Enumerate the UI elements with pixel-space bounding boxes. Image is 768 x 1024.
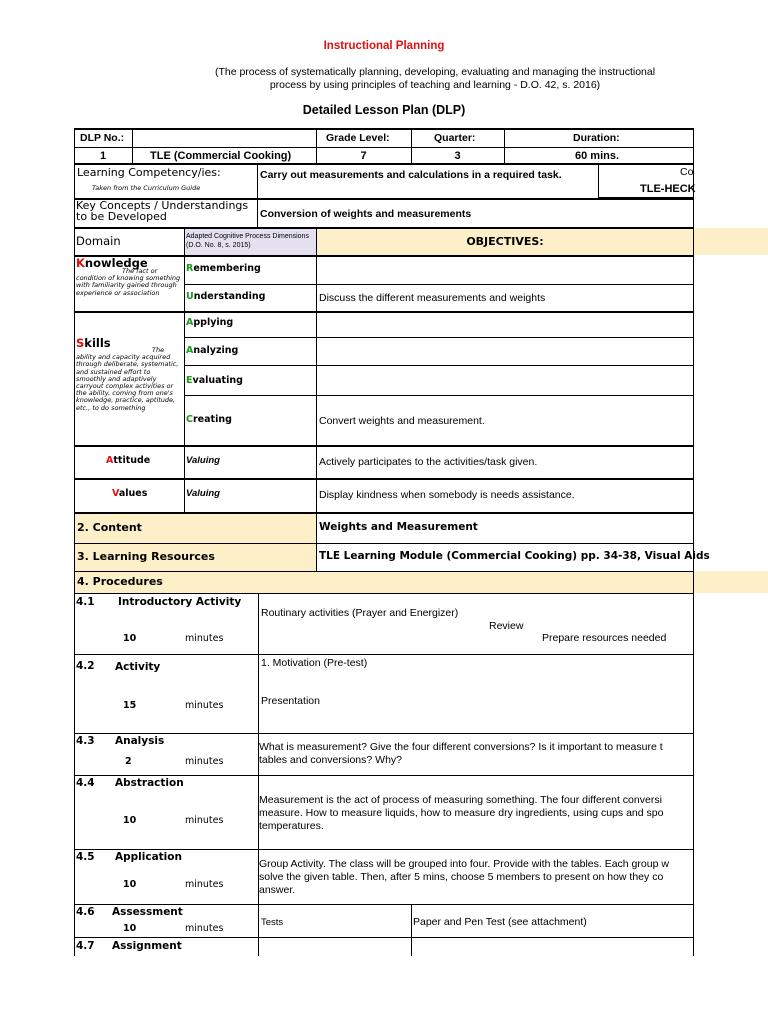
level-creating: Creating	[186, 414, 232, 425]
proc-4-4-line-1: Measurement is the act of process of measuring something. The four different conversi	[259, 794, 662, 806]
values-process: Valuing	[186, 488, 220, 499]
grade-level: 7	[360, 150, 367, 162]
proc-4-3-line-1: What is measurement? Give the four different conversions? Is it important to measure t	[259, 741, 663, 753]
proc-4-3-num: 4.3	[76, 735, 95, 747]
proc-4-1-line-3: Prepare resources needed	[542, 632, 667, 644]
content-text: Weights and Measurement	[319, 521, 478, 533]
concepts-label: Key Concepts / Understandings to be Developed	[76, 199, 249, 223]
level-remembering: Remembering	[186, 263, 261, 274]
minutes-label: minutes	[185, 700, 224, 711]
procedures-label-fill	[75, 571, 768, 593]
proc-4-2-name: Activity	[115, 661, 161, 673]
proc-4-6-line-1: Tests	[261, 917, 284, 928]
process-dimensions-label: Adapted Cognitive Process Dimensions (D.O. No. 8, s. 2015)	[186, 233, 309, 249]
values-objective: Display kindness when somebody is needs assistance.	[319, 489, 575, 501]
subtitle	[180, 66, 690, 92]
proc-4-5-minutes: 10	[123, 879, 137, 890]
grade-level-label: Grade Level:	[326, 132, 390, 144]
minutes-label: minutes	[185, 815, 224, 826]
page-title: Instructional Planning	[323, 40, 445, 52]
knowledge-label: Knowledge	[76, 256, 148, 270]
attitude-objective: Actively participates to the activities/task given.	[319, 456, 538, 468]
document-title: Detailed Lesson Plan (DLP)	[302, 103, 466, 117]
proc-4-2-minutes: 15	[123, 700, 137, 711]
quarter: 3	[454, 150, 461, 162]
skills-desc: The ability and capacity acquired through deliberate, systematic, and sustained effort to smoothly and adaptively carryout complex activities or the ability, coming from one's knowledge, practice, aptitude, etc., to do something	[76, 346, 179, 412]
proc-4-1-name: Introductory Activity	[118, 596, 242, 608]
proc-4-3-name: Analysis	[115, 735, 165, 747]
minutes-label: minutes	[185, 756, 224, 767]
level-understanding: Understanding	[186, 291, 266, 302]
objective-creating: Convert weights and measurement.	[319, 415, 485, 427]
proc-4-6-line-2: Paper and Pen Test (see attachment)	[413, 916, 587, 928]
subject: TLE (Commercial Cooking)	[150, 150, 292, 162]
proc-4-7-num: 4.7	[76, 940, 95, 952]
proc-4-5-name: Application	[115, 851, 182, 863]
values-label: Values	[112, 488, 148, 499]
code-label: Co	[680, 166, 694, 178]
proc-4-3-line-2: tables and conversions? Why?	[259, 754, 402, 766]
proc-4-4-num: 4.4	[76, 777, 95, 789]
proc-4-6-minutes: 10	[123, 923, 137, 934]
proc-4-3-minutes: 2	[125, 756, 132, 767]
competency-code: TLE-HECK	[640, 183, 696, 195]
resources-label: 3. Learning Resources	[77, 550, 215, 563]
quarter-label: Quarter:	[434, 132, 476, 144]
procedures-label: 4. Procedures	[77, 575, 163, 588]
proc-4-4-name: Abstraction	[115, 777, 184, 789]
dlp-number-label: DLP No.:	[80, 132, 125, 144]
dlp-number: 1	[99, 150, 107, 162]
proc-4-1-line-2: Review	[489, 620, 524, 632]
proc-4-4-line-2: measure. How to measure liquids, how to measure dry ingredients, using cups and spo	[259, 807, 664, 819]
proc-4-1-line-1: Routinary activities (Prayer and Energizer)	[261, 607, 459, 619]
proc-4-2-line-1: 1. Motivation (Pre-test)	[261, 657, 368, 669]
proc-4-4-minutes: 10	[123, 815, 137, 826]
attitude-process: Valuing	[186, 455, 220, 466]
proc-4-7-name: Assignment	[112, 940, 182, 952]
proc-4-5-num: 4.5	[76, 851, 95, 863]
competency-text: Carry out measurements and calculations in a required task.	[260, 169, 562, 181]
proc-4-2-line-2: Presentation	[261, 695, 320, 707]
subtitle-line-2: process by using principles of teaching and learning - D.O. 42, s. 2016)	[269, 79, 601, 91]
proc-4-5-line-3: answer.	[259, 884, 296, 896]
objectives-label: OBJECTIVES:	[466, 235, 544, 248]
domain-label: Domain	[76, 234, 121, 248]
resources-text: TLE Learning Module (Commercial Cooking) pp. 34-38, Visual Aids	[319, 550, 710, 562]
level-applying: Applying	[186, 317, 234, 328]
duration-label: Duration:	[573, 132, 620, 144]
concepts-text: Conversion of weights and measurements	[260, 208, 472, 220]
minutes-label: minutes	[185, 923, 224, 934]
minutes-label: minutes	[185, 633, 224, 644]
skills-label: Skills	[76, 336, 111, 350]
proc-4-1-minutes: 10	[123, 633, 137, 644]
proc-4-1-num: 4.1	[76, 596, 95, 608]
proc-4-6-num: 4.6	[76, 906, 95, 918]
objective-understanding: Discuss the different measurements and weights	[319, 292, 546, 304]
proc-4-2-num: 4.2	[76, 660, 95, 672]
attitude-label: Attitude	[106, 455, 151, 466]
proc-4-6-name: Assessment	[112, 906, 183, 918]
proc-4-4-line-3: temperatures.	[259, 820, 324, 832]
content-label: 2. Content	[77, 521, 142, 534]
knowledge-desc: The fact or condition of knowing something with familiarity gained through experience or association	[76, 267, 181, 297]
proc-4-5-line-2: solve the given table. Then, after 5 mins, choose 5 members to present on how they co	[259, 871, 664, 883]
competency-label: Learning Competency/ies:	[77, 166, 221, 179]
proc-4-5-line-1: Group Activity. The class will be grouped into four. Provide with the tables. Each group w	[259, 858, 669, 870]
duration: 60 mins.	[575, 150, 620, 162]
level-analyzing: Analyzing	[186, 345, 239, 356]
minutes-label: minutes	[185, 879, 224, 890]
subtitle-line-1: (The process of systematically planning, developing, evaluating and managing the instructional	[214, 66, 656, 78]
level-evaluating: Evaluating	[186, 375, 243, 386]
competency-sublabel: Taken from the Curriculum Guide	[92, 184, 201, 192]
